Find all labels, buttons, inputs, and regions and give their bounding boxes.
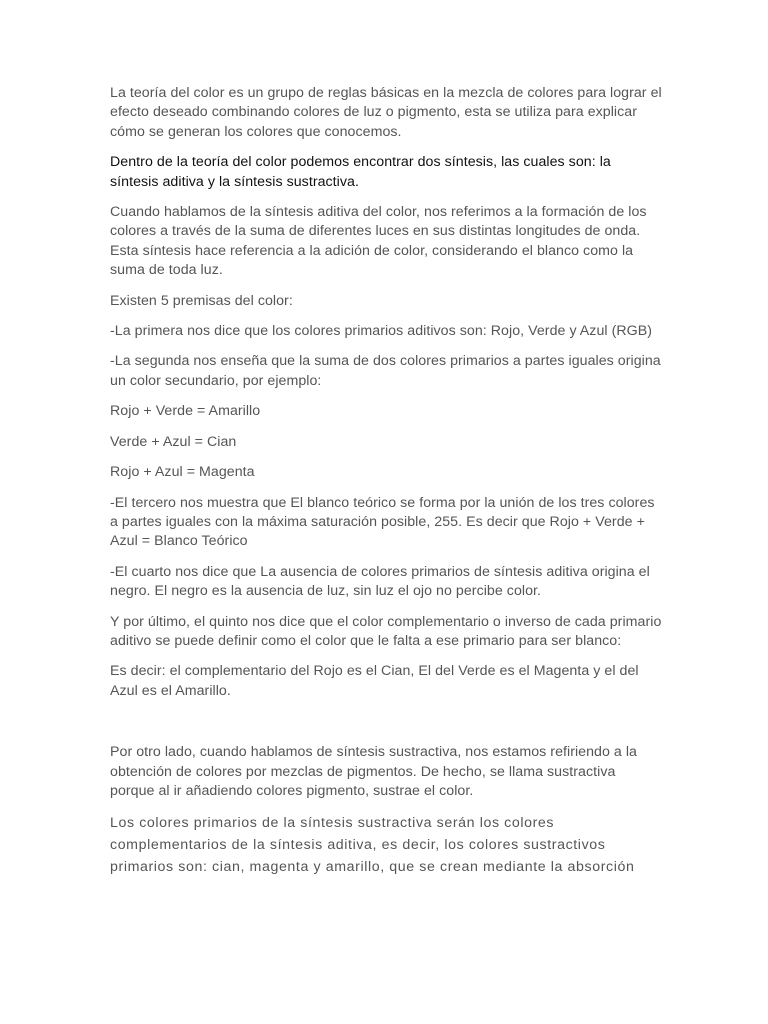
paragraph-equation-cyan: Verde + Azul = Cian xyxy=(110,433,237,450)
paragraph-premises-heading: Existen 5 premisas del color: xyxy=(110,292,293,309)
paragraph-subtractive-primaries: Los colores primarios de la síntesis sustractiva serán los colores complementarios de la síntesis aditiva, es decir, los colores sustractivos primarios son: cian, magenta y amarillo, que se crean mediante la absorción xyxy=(110,815,635,876)
paragraph-premise-two: -La segunda nos enseña que la suma de dos colores primarios a partes iguales origina un color secundario, por ejemplo: xyxy=(110,353,661,389)
paragraph-premise-three: -El tercero nos muestra que El blanco teórico se forma por la unión de los tres colores a partes iguales con la máxima saturación posible, 255. Es decir que Rojo + Verde + Azul = Blanco Teórico xyxy=(110,494,655,550)
paragraph-two-syntheses: Dentro de la teoría del color podemos encontrar dos síntesis, las cuales son: la síntesis aditiva y la síntesis sustractiva. xyxy=(110,154,611,190)
paragraph-equation-magenta: Rojo + Azul = Magenta xyxy=(110,464,255,481)
paragraph-intro: La teoría del color es un grupo de reglas básicas en la mezcla de colores para lograr el efecto deseado combinando colores de luz o pigmento, esta se utiliza para explicar cómo se generan los colores que conocemos. xyxy=(110,85,662,140)
document-page xyxy=(110,84,662,889)
paragraph-premise-one: -La primera nos dice que los colores primarios aditivos son: Rojo, Verde y Azul (RGB) xyxy=(110,323,653,340)
paragraph-premise-four: -El cuarto nos dice que La ausencia de colores primarios de síntesis aditiva origina el negro. El negro es la ausencia de luz, sin luz el ojo no percibe color. xyxy=(110,563,650,600)
paragraph-subtractive-synthesis: Por otro lado, cuando hablamos de síntesis sustractiva, nos estamos refiriendo a la obtención de colores por mezclas de pigmentos. De hecho, se llama sustractiva porque al ir añadiendo colores pigmento, sustrae el color. xyxy=(110,744,638,799)
section-gap xyxy=(110,712,662,743)
paragraph-equation-yellow: Rojo + Verde = Amarillo xyxy=(110,403,261,420)
paragraph-complementaries: Es decir: el complementario del Rojo es el Cian, El del Verde es el Magenta y el del Azul es el Amarillo. xyxy=(110,663,639,699)
paragraph-additive-synthesis: Cuando hablamos de la síntesis aditiva del color, nos referimos a la formación de los colores a través de la suma de diferentes luces en sus distintas longitudes de onda. Esta síntesis hace referencia a la adición de color, considerando el blanco como la suma de toda luz. xyxy=(110,204,647,279)
paragraph-premise-five: Y por último, el quinto nos dice que el color complementario o inverso de cada primario aditivo se puede definir como el color que le falta a ese primario para ser blanco: xyxy=(110,613,662,649)
